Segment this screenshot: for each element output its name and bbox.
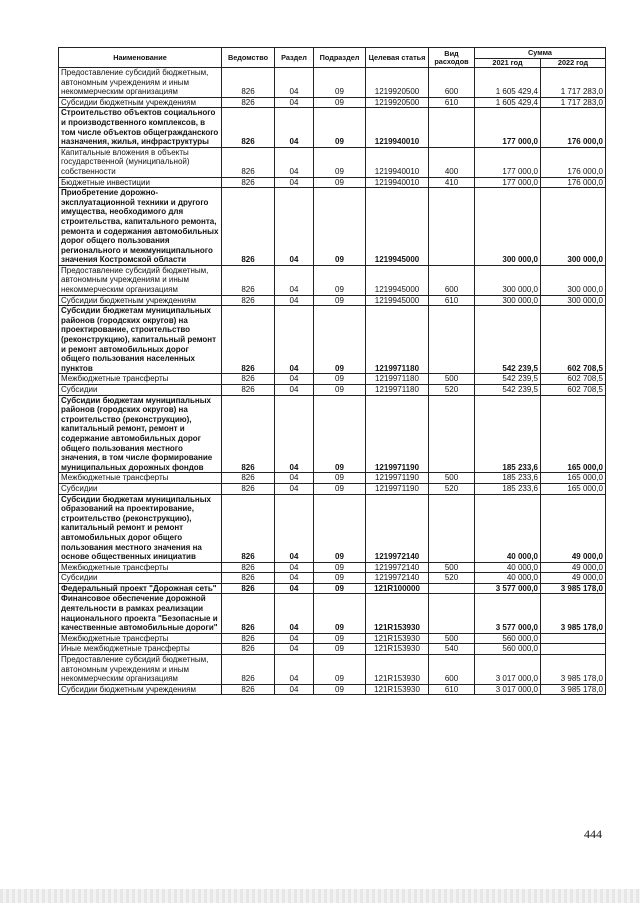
cell-name: Межбюджетные трансферты — [59, 633, 222, 644]
cell-dept: 826 — [222, 473, 275, 484]
cell-target: 121R153930 — [366, 655, 429, 685]
cell-dept: 826 — [222, 265, 275, 295]
col-header-name: Наименование — [59, 48, 222, 68]
cell-dept: 826 — [222, 306, 275, 374]
cell-subsection: 09 — [314, 177, 366, 188]
cell-sum-2021: 177 000,0 — [475, 147, 541, 177]
cell-sum-2022: 3 985 178,0 — [541, 583, 606, 594]
table-row — [59, 573, 606, 584]
cell-name: Финансовое обеспечение дорожной деятельности в рамках реализации национального проекта "Безопасные и качественные автомобильные дороги" — [59, 594, 222, 633]
cell-target: 1219972140 — [366, 494, 429, 562]
cell-exptype: 520 — [429, 483, 475, 494]
table-row — [59, 188, 606, 266]
cell-target: 121R153930 — [366, 684, 429, 695]
cell-target: 121R100000 — [366, 583, 429, 594]
cell-section: 04 — [275, 655, 314, 685]
cell-sum-2022: 176 000,0 — [541, 108, 606, 147]
cell-target: 1219940010 — [366, 108, 429, 147]
cell-name: Субсидии бюджетам муниципальных районов (городских округов) на строительство (реконструкцию), капитальный ремонт, ремонт и содержание автомобильных дорог общего пользования местного значения, в том числе формирование муниципальных дорожных фондов — [59, 395, 222, 473]
cell-subsection: 09 — [314, 473, 366, 484]
cell-name: Капитальные вложения в объекты государственной (муниципальной) собственности — [59, 147, 222, 177]
cell-name: Приобретение дорожно-эксплуатационной техники и другого имущества, необходимого для строительства, капитального ремонта, ремонта и содержания автомобильных дорог общего пользования регионального и межмуниципального значения Костромской области — [59, 188, 222, 266]
table-row — [59, 177, 606, 188]
cell-section: 04 — [275, 97, 314, 108]
cell-section: 04 — [275, 395, 314, 473]
cell-section: 04 — [275, 473, 314, 484]
cell-exptype: 540 — [429, 644, 475, 655]
cell-exptype: 400 — [429, 147, 475, 177]
cell-sum-2021: 560 000,0 — [475, 644, 541, 655]
table-row — [59, 395, 606, 473]
col-header-subsection: Подраздел — [314, 48, 366, 68]
cell-target: 1219971180 — [366, 385, 429, 396]
cell-target: 1219971180 — [366, 306, 429, 374]
cell-subsection: 09 — [314, 97, 366, 108]
cell-sum-2022: 49 000,0 — [541, 573, 606, 584]
cell-sum-2022: 3 985 178,0 — [541, 684, 606, 695]
cell-exptype: 610 — [429, 97, 475, 108]
table-row — [59, 374, 606, 385]
cell-target: 121R153930 — [366, 644, 429, 655]
cell-section: 04 — [275, 68, 314, 98]
cell-sum-2021: 40 000,0 — [475, 562, 541, 573]
cell-sum-2021: 1 605 429,4 — [475, 68, 541, 98]
cell-sum-2021: 300 000,0 — [475, 188, 541, 266]
cell-dept: 826 — [222, 655, 275, 685]
cell-dept: 826 — [222, 483, 275, 494]
cell-dept: 826 — [222, 573, 275, 584]
cell-target: 1219972140 — [366, 562, 429, 573]
cell-sum-2021: 177 000,0 — [475, 177, 541, 188]
cell-sum-2021: 3 577 000,0 — [475, 583, 541, 594]
cell-subsection: 09 — [314, 594, 366, 633]
cell-exptype — [429, 494, 475, 562]
cell-exptype — [429, 108, 475, 147]
cell-section: 04 — [275, 684, 314, 695]
cell-target: 1219945000 — [366, 265, 429, 295]
cell-subsection: 09 — [314, 147, 366, 177]
cell-name: Субсидии — [59, 385, 222, 396]
cell-section: 04 — [275, 147, 314, 177]
col-header-target: Целевая статья — [366, 48, 429, 68]
cell-name: Межбюджетные трансферты — [59, 562, 222, 573]
cell-exptype: 600 — [429, 68, 475, 98]
cell-exptype: 610 — [429, 295, 475, 306]
cell-exptype: 600 — [429, 655, 475, 685]
col-header-2022: 2022 год — [541, 59, 606, 68]
table-row — [59, 473, 606, 484]
cell-dept: 826 — [222, 633, 275, 644]
table-row — [59, 97, 606, 108]
cell-section: 04 — [275, 483, 314, 494]
cell-subsection: 09 — [314, 395, 366, 473]
cell-sum-2021: 1 605 429,4 — [475, 97, 541, 108]
cell-sum-2022: 176 000,0 — [541, 147, 606, 177]
cell-section: 04 — [275, 385, 314, 396]
cell-sum-2022: 1 717 283,0 — [541, 68, 606, 98]
table-row — [59, 108, 606, 147]
cell-name: Субсидии бюджетным учреждениям — [59, 684, 222, 695]
cell-subsection: 09 — [314, 633, 366, 644]
cell-dept: 826 — [222, 68, 275, 98]
cell-exptype: 520 — [429, 385, 475, 396]
cell-dept: 826 — [222, 188, 275, 266]
cell-subsection: 09 — [314, 684, 366, 695]
cell-section: 04 — [275, 374, 314, 385]
cell-sum-2022 — [541, 644, 606, 655]
cell-section: 04 — [275, 644, 314, 655]
cell-name: Иные межбюджетные трансферты — [59, 644, 222, 655]
cell-subsection: 09 — [314, 306, 366, 374]
table-row — [59, 494, 606, 562]
cell-name: Предоставление субсидий бюджетным, автономным учреждениям и иным некоммерческим организациям — [59, 265, 222, 295]
cell-dept: 826 — [222, 644, 275, 655]
cell-sum-2022: 165 000,0 — [541, 473, 606, 484]
cell-name: Предоставление субсидий бюджетным, автономным учреждениям и иным некоммерческим организациям — [59, 655, 222, 685]
cell-section: 04 — [275, 265, 314, 295]
cell-target: 1219971180 — [366, 374, 429, 385]
cell-sum-2021: 40 000,0 — [475, 494, 541, 562]
cell-sum-2022: 1 717 283,0 — [541, 97, 606, 108]
cell-dept: 826 — [222, 583, 275, 594]
cell-target: 1219971190 — [366, 473, 429, 484]
col-header-2021: 2021 год — [475, 59, 541, 68]
cell-subsection: 09 — [314, 583, 366, 594]
table-row — [59, 385, 606, 396]
cell-target: 1219945000 — [366, 188, 429, 266]
cell-sum-2021: 542 239,5 — [475, 385, 541, 396]
cell-sum-2021: 300 000,0 — [475, 295, 541, 306]
col-header-exptype: Вид расходов — [429, 48, 475, 68]
cell-name: Субсидии бюджетным учреждениям — [59, 295, 222, 306]
table-row — [59, 483, 606, 494]
cell-dept: 826 — [222, 374, 275, 385]
cell-dept: 826 — [222, 97, 275, 108]
cell-subsection: 09 — [314, 483, 366, 494]
cell-dept: 826 — [222, 684, 275, 695]
cell-exptype: 410 — [429, 177, 475, 188]
cell-subsection: 09 — [314, 644, 366, 655]
cell-section: 04 — [275, 573, 314, 584]
cell-exptype: 610 — [429, 684, 475, 695]
table-row — [59, 562, 606, 573]
cell-exptype: 500 — [429, 473, 475, 484]
cell-name: Бюджетные инвестиции — [59, 177, 222, 188]
cell-subsection: 09 — [314, 265, 366, 295]
cell-target: 1219945000 — [366, 295, 429, 306]
cell-subsection: 09 — [314, 494, 366, 562]
cell-name: Субсидии бюджетным учреждениям — [59, 97, 222, 108]
cell-subsection: 09 — [314, 385, 366, 396]
cell-dept: 826 — [222, 177, 275, 188]
cell-sum-2022: 176 000,0 — [541, 177, 606, 188]
table-row — [59, 594, 606, 633]
cell-target: 1219920500 — [366, 97, 429, 108]
cell-subsection: 09 — [314, 295, 366, 306]
cell-sum-2022: 49 000,0 — [541, 562, 606, 573]
cell-sum-2021: 542 239,5 — [475, 374, 541, 385]
table-row — [59, 583, 606, 594]
cell-target: 1219940010 — [366, 147, 429, 177]
cell-sum-2021: 3 017 000,0 — [475, 655, 541, 685]
cell-subsection: 09 — [314, 188, 366, 266]
cell-target: 1219920500 — [366, 68, 429, 98]
cell-target: 121R153930 — [366, 594, 429, 633]
cell-sum-2022: 602 708,5 — [541, 306, 606, 374]
cell-sum-2021: 3 017 000,0 — [475, 684, 541, 695]
cell-subsection: 09 — [314, 655, 366, 685]
cell-section: 04 — [275, 562, 314, 573]
cell-subsection: 09 — [314, 68, 366, 98]
cell-name: Субсидии бюджетам муниципальных районов (городских округов) на проектирование, строительство (реконструкцию), капитальный ремонт и ремонт автомобильных дорог общего пользования населенных пунктов — [59, 306, 222, 374]
cell-sum-2022: 165 000,0 — [541, 483, 606, 494]
cell-exptype — [429, 188, 475, 266]
cell-sum-2022: 300 000,0 — [541, 295, 606, 306]
table-row — [59, 265, 606, 295]
cell-section: 04 — [275, 108, 314, 147]
cell-dept: 826 — [222, 395, 275, 473]
cell-sum-2021: 40 000,0 — [475, 573, 541, 584]
cell-name: Строительство объектов социального и производственного комплексов, в том числе объектов общегражданского назначения, жилья, инфраструктуры — [59, 108, 222, 147]
cell-exptype: 500 — [429, 633, 475, 644]
table-row — [59, 68, 606, 98]
cell-section: 04 — [275, 177, 314, 188]
cell-name: Предоставление субсидий бюджетным, автономным учреждениям и иным некоммерческим организациям — [59, 68, 222, 98]
cell-subsection: 09 — [314, 108, 366, 147]
cell-dept: 826 — [222, 147, 275, 177]
table-row — [59, 306, 606, 374]
cell-exptype — [429, 395, 475, 473]
col-header-section: Раздел — [275, 48, 314, 68]
cell-subsection: 09 — [314, 573, 366, 584]
cell-exptype: 600 — [429, 265, 475, 295]
cell-sum-2022: 3 985 178,0 — [541, 594, 606, 633]
cell-exptype — [429, 306, 475, 374]
table-row — [59, 147, 606, 177]
table-body — [59, 68, 606, 695]
cell-sum-2021: 3 577 000,0 — [475, 594, 541, 633]
cell-section: 04 — [275, 583, 314, 594]
cell-sum-2021: 560 000,0 — [475, 633, 541, 644]
table-row — [59, 655, 606, 685]
cell-sum-2021: 185 233,6 — [475, 395, 541, 473]
table-row — [59, 684, 606, 695]
cell-sum-2022: 300 000,0 — [541, 188, 606, 266]
cell-sum-2021: 185 233,6 — [475, 483, 541, 494]
cell-dept: 826 — [222, 594, 275, 633]
cell-name: Межбюджетные трансферты — [59, 473, 222, 484]
cell-exptype — [429, 594, 475, 633]
cell-subsection: 09 — [314, 374, 366, 385]
cell-sum-2022: 49 000,0 — [541, 494, 606, 562]
cell-dept: 826 — [222, 295, 275, 306]
cell-section: 04 — [275, 306, 314, 374]
cell-target: 1219971190 — [366, 395, 429, 473]
table-row — [59, 633, 606, 644]
cell-name: Субсидии — [59, 573, 222, 584]
cell-target: 1219972140 — [366, 573, 429, 584]
cell-section: 04 — [275, 295, 314, 306]
cell-subsection: 09 — [314, 562, 366, 573]
cell-name: Субсидии бюджетам муниципальных образований на проектирование, строительство (реконструкцию), капитальный ремонт и ремонт автомобильных дорог общего пользования местного значения на основе общественных инициатив — [59, 494, 222, 562]
table-row — [59, 644, 606, 655]
cell-sum-2021: 300 000,0 — [475, 265, 541, 295]
cell-dept: 826 — [222, 108, 275, 147]
cell-sum-2021: 177 000,0 — [475, 108, 541, 147]
scan-edge-strip — [0, 889, 640, 903]
cell-sum-2022: 602 708,5 — [541, 385, 606, 396]
cell-exptype: 500 — [429, 562, 475, 573]
cell-target: 1219971190 — [366, 483, 429, 494]
cell-sum-2022: 602 708,5 — [541, 374, 606, 385]
table-row — [59, 295, 606, 306]
cell-dept: 826 — [222, 562, 275, 573]
cell-exptype: 500 — [429, 374, 475, 385]
col-header-sum: Сумма — [475, 48, 606, 59]
cell-name: Федеральный проект "Дорожная сеть" — [59, 583, 222, 594]
cell-sum-2022: 300 000,0 — [541, 265, 606, 295]
cell-exptype — [429, 583, 475, 594]
cell-sum-2021: 185 233,6 — [475, 473, 541, 484]
cell-exptype: 520 — [429, 573, 475, 584]
cell-sum-2021: 542 239,5 — [475, 306, 541, 374]
cell-section: 04 — [275, 633, 314, 644]
page-number: 444 — [584, 827, 602, 841]
table-header — [59, 48, 606, 68]
cell-section: 04 — [275, 594, 314, 633]
cell-sum-2022: 3 985 178,0 — [541, 655, 606, 685]
cell-name: Субсидии — [59, 483, 222, 494]
cell-target: 1219940010 — [366, 177, 429, 188]
cell-target: 121R153930 — [366, 633, 429, 644]
cell-dept: 826 — [222, 385, 275, 396]
cell-dept: 826 — [222, 494, 275, 562]
cell-section: 04 — [275, 494, 314, 562]
budget-table — [58, 47, 606, 695]
cell-sum-2022 — [541, 633, 606, 644]
cell-name: Межбюджетные трансферты — [59, 374, 222, 385]
cell-sum-2022: 165 000,0 — [541, 395, 606, 473]
col-header-dept: Ведомство — [222, 48, 275, 68]
cell-section: 04 — [275, 188, 314, 266]
